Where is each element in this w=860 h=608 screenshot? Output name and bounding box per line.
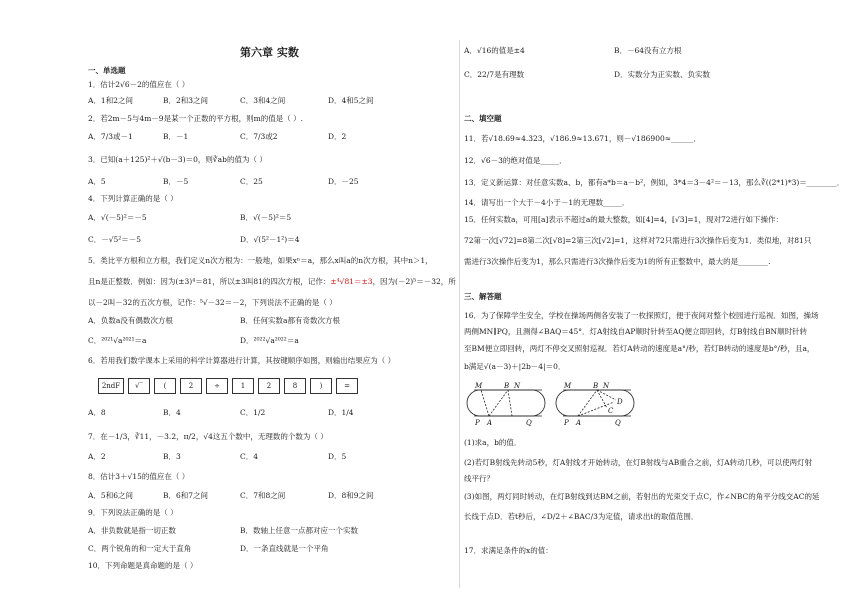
q5-line1: 5．类比平方根和立方根，我们定义n次方根为：一般地，如果xⁿ＝a，那么x叫a的n次方根，其中n＞1， [88,256,433,265]
section-heading-single-choice: 一、单选题 [88,66,126,75]
key-2b: 2 [258,378,280,394]
q5-option-a: A．负数a没有偶数次方根 [88,316,173,325]
q16-sub2b: 线平行？ [464,474,494,483]
label-q-1: Q [526,419,532,427]
q5-line2 [88,277,456,286]
column-divider [459,40,460,588]
q11-text: 11．若√18.69≈4.323，√186.9≈13.671，则－√186900≈______． [464,134,702,143]
label-b-2: B [593,382,599,390]
q4-option-a: A．√(－5)²＝－5 [88,213,147,222]
q3-option-b: B．－5 [163,177,189,186]
q9-option-d: D．一条直线就是一个平角 [240,544,329,553]
q2-stem: 2．若2m－5与4m－9是某一个正数的平方根，则m的值是（ ）. [88,114,303,123]
q5-line2-end: ，因为(－2)⁵＝－32，所 [372,277,456,286]
q2-option-a: A．7/3或－1 [88,132,133,141]
q15-line2: 72第一次[√72]=8第二次[√8]=2第三次[√2]=1，这样对72只需进行3次操作后变为1．类似地，对81只 [464,236,812,245]
q4-stem: 4．下列计算正确的是（ ） [88,194,178,203]
q9-option-c: C．两个锐角的和一定大于直角 [88,544,192,553]
q5-option-d: D．²⁰²²√a²⁰²²＝a [240,336,299,345]
label-m-1: M [475,382,483,390]
section-heading-solutions: 三、解答题 [464,292,502,301]
q9-stem: 9．下列说法正确的是（ ） [88,508,178,517]
ray-a-1 [481,390,489,416]
q16-sub2a: (2)若灯B射线先转动5秒，灯A射线才开始转动，在灯B射线与AB重合之前，灯A转动几秒，可以使两灯射 [464,458,813,467]
q1-option-d: D．4和5之间 [328,96,374,105]
q15-line1: 15．任何实数a，可用[a]表示不超过a的最大整数，如[4]=4，[√3]=1，现对72进行如下操作： [464,215,783,224]
q1-option-b: B．2和3之间 [163,96,209,105]
label-q-2: Q [615,419,621,427]
q9-option-b: B．数轴上任意一点都对应一个实数 [240,526,359,535]
q10-option-c: C．22/7是有理数 [464,70,525,79]
field-outline-1 [467,390,545,416]
q8-option-d: D．8和9之间 [328,491,374,500]
q16-figure [464,380,644,430]
label-n-1: N [514,382,521,390]
q9-option-a: A．非负数就是指一切正数 [88,526,176,535]
q5-line3: 以－2叫－32的五次方根，记作：⁵√－32＝－2，下列说法不正确的是（ ） [88,298,337,307]
key-open-paren: ( [154,378,176,394]
label-p-1: P [475,419,480,427]
q3-option-d: D．－25 [328,177,359,186]
q4-option-d: D．√(5²－1²)＝4 [240,235,300,244]
label-n-2: N [603,382,610,390]
ray-bc-2 [597,390,607,408]
q7-option-a: A．2 [88,452,106,461]
q8-option-c: C．7和8之间 [240,491,286,500]
q14-text: 14．请写出一个大于－4小于－1的无理数_____． [464,198,630,207]
label-a-1: A [487,419,493,427]
q5-line2-text: 且n是正整数．例如：因为(±3)⁴＝81，所以±3叫81的四次方根，记作： [88,277,331,286]
q7-stem: 7．在－1/3，∛11，－3.2，π/2，√4这五个数中，无理数的个数为（ ） [88,432,328,441]
q6-stem: 6．若用我们数学课本上采用的科学计算器进行计算，其按键顺序如图，则输出结果应为（ ） [88,356,396,365]
ray-ab-1 [489,390,508,416]
q16-line1: 16．为了保障学生安全，学校在操场两侧各安装了一枚探照灯，便于夜间对整个校园进行巡视．如图，操场 [464,311,819,320]
q12-text: 12．√6－3的绝对值是_____． [464,156,567,165]
q16-line4: b满足√(a－3)＋|2b－4|＝0． [464,362,566,371]
q16-sub3a: (3)如图，两灯同时转动，在灯B射线到达BM之前，若射出的光束交于点C，作∠NBC的角平分线交AC的延 [464,492,820,501]
q7-option-b: B．3 [163,452,181,461]
ray-bd-2 [597,390,616,400]
q10-option-a: A．√16的值是±4 [464,46,525,55]
q3-stem: 3．已知(a＋125)²＋√(b－3)＝0，则∛ab的值为（ ） [88,155,267,164]
calculator-key-sequence [98,378,362,394]
q5-red-annotation: ±⁴√81＝±3 [330,277,373,286]
label-a-2: A [576,419,582,427]
q13-text: 13．定义新运算：对任意实数a、b，都有a*b＝a－b²，例如，3*4＝3－4²＝－13，那么∛((2*1)*3)＝________． [464,178,845,187]
section-heading-fill-in: 二、填空题 [464,114,502,123]
q2-option-b: B．－1 [163,132,189,141]
q3-option-a: A．5 [88,177,106,186]
key-equals: = [336,378,358,394]
q16-sub1: (1)求a，b的值． [464,438,522,447]
key-2: 2 [180,378,202,394]
q10-stem: 10．下列命题是真命题的是（ ） [88,561,198,570]
q8-option-b: B．6和7之间 [163,491,209,500]
key-2ndf: 2ndF [98,378,124,394]
key-1: 1 [232,378,254,394]
key-close-paren: ) [310,378,332,394]
q8-stem: 8．估计3＋√15的值应在（ ） [88,472,190,481]
key-divide: ÷ [206,378,228,394]
q3-option-c: C．25 [240,177,263,186]
q15-line3: 需进行3次操作后变为1，那么只需进行3次操作后变为1的所有正整数中，最大的是________. [464,257,771,266]
ray-b-1 [508,390,512,416]
label-p-2: P [564,419,569,427]
q16-line3: 至BM便立即回转，两灯不停交叉照射巡视．若灯A转动的速度是a°/秒，若灯B转动的速度是b°/秒，且a， [464,344,815,353]
key-sqrt: √‾ [128,378,150,394]
label-d-2: D [617,398,623,406]
q1-option-a: A．1和2之间 [88,96,133,105]
q6-option-d: D．1/4 [328,408,354,417]
q8-option-a: A．5和6之间 [88,491,133,500]
q1-stem: 1．估计2√6－2的值应在（ ） [88,80,190,89]
q7-option-c: C．4 [240,452,259,461]
q5-option-c: C．²⁰²¹√a²⁰²¹＝a [88,336,147,345]
key-8: 8 [284,378,306,394]
label-b-1: B [504,382,510,390]
q6-option-a: A．8 [88,408,106,417]
q7-option-d: D．5 [328,452,347,461]
q4-option-c: C．－√5²＝－5 [88,235,142,244]
q10-option-d: D．实数分为正实数、负实数 [614,70,711,79]
label-c-2: C [608,407,614,415]
q1-option-c: C．3和4之间 [240,96,286,105]
ray-ab-2 [578,390,597,416]
q2-option-d: D．2 [328,132,347,141]
q2-option-c: C．7/3或2 [240,132,278,141]
label-m-2: M [564,382,572,390]
page-title: 第六章 实数 [240,46,299,59]
q6-option-b: B．4 [163,408,181,417]
q5-option-b: B．任何实数a都有奇数次方根 [240,316,340,325]
q16-line2: 两侧MN∥PQ，且测得∠BAQ＝45°．灯A射线自AP顺时针转至AQ便立即回转，灯B射线自BN顺时针转 [464,327,808,336]
q4-option-b: B．√(－5)²＝5 [240,213,292,222]
q10-option-b: B．－64没有立方根 [614,46,682,55]
q17-text: 17．求满足条件的x的值： [464,546,553,555]
q6-option-c: C．1/2 [240,408,266,417]
q16-sub3b: 长线于点D．若t秒后，∠D/2＋∠BAC/3为定值，请求出t的取值范围． [464,512,699,521]
